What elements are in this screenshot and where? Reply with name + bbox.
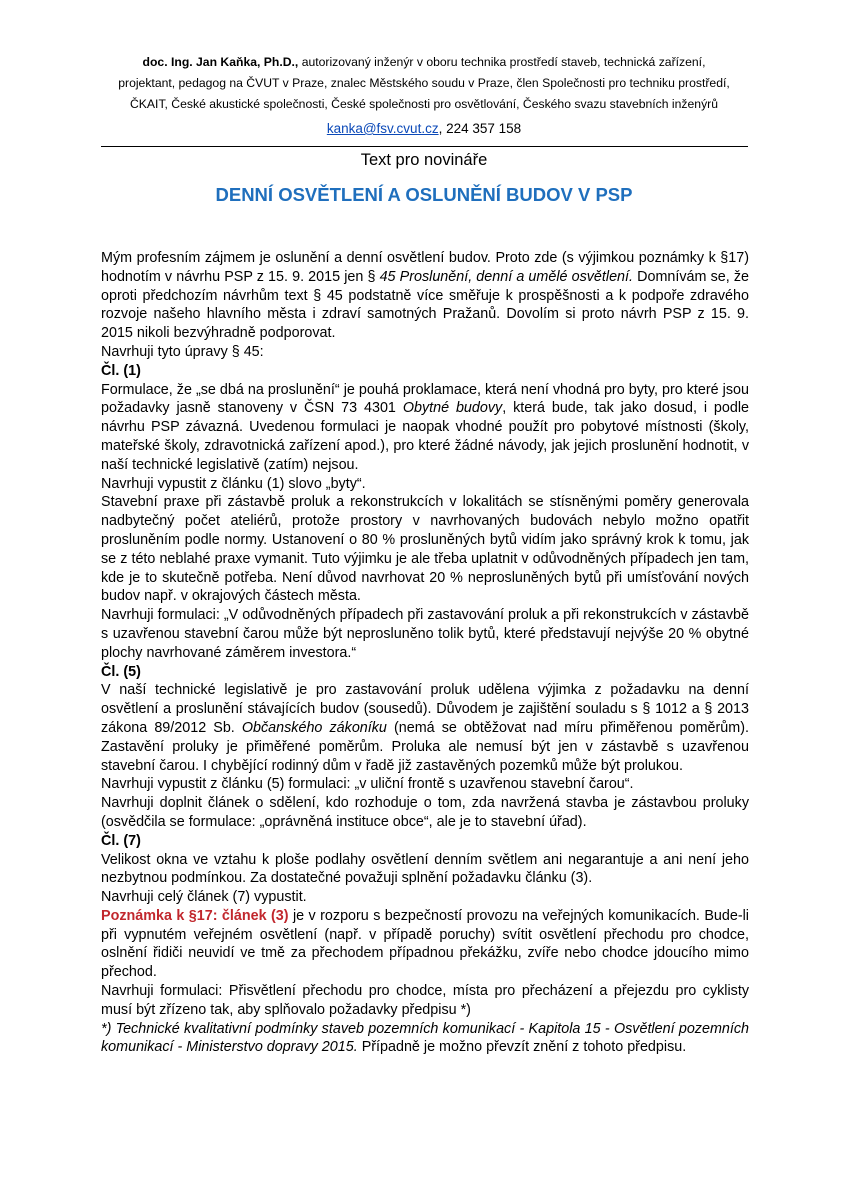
section-7-paragraph: Velikost okna ve vztahu k ploše podlahy osvětlení denním světlem ani negarantuje a ani není jeho nezbytnou podmínkou. Za dostatečné považuji splnění požadavku článku (3). [101,851,749,887]
section-5-addition: Navrhuji doplnit článek o sdělení, kdo rozhoduje o tom, zda navržená stavba je zástavbou proluky (osvědčila se formulace: „oprávněná instituce obce“, ale je to stavební úřad). [101,795,749,830]
letterhead-line-3: ČKAIT, České akustické společnosti, České společnosti pro osvětlování, Českého svazu stavebních inženýrů [130,97,718,111]
letterhead-line-2: projektant, pedagog na ČVUT v Praze, znalec Městského soudu v Praze, člen Společnosti pro techniku prostředí, [118,76,730,90]
email-link[interactable]: kanka@fsv.cvut.cz [326,121,439,136]
section-1-proposal: Navrhuji vypustit z článku (1) slovo „byty“. [101,475,366,492]
section-5-text: V naší technické legislativě je pro zastavování proluk udělena výjimka z požadavku na denní osvětlení a proslunění stávajících budov (sousedů). Důvodem je zajištění souladu s § 1012 a § 2013 zákona 89/2012 Sb. [101,682,749,736]
intro-text: Mým profesním zájmem je oslunění a denní osvětlení budov. Proto zde (s výjimkou poznámky k §17) hodnotím v návrhu PSP z 15. 9. 2015 jen § [101,250,749,285]
section-1-formulation: Navrhuji formulaci: „V odůvodněných případech při zastavování proluk a při rekonstrukcích v zástavbě s uzavřenou stavební čarou může být neprosluněno tolik bytů, které představují nejvýše 20 % obytné plochy navrhované záměrem investora.“ [101,607,749,661]
section-5-paragraph [101,681,749,775]
document-kicker: Text pro novináře [360,151,488,169]
footnote [101,1020,749,1058]
proposal-intro: Navrhuji tyto úpravy § 45: [101,343,264,360]
intro-text-cont: Domnívám se, že oproti předchozím návrhům text § 45 podstatně více směřuje k prospěšnosti a k podpoře zdravého rozvoje našeho hlavního města i zdraví samotných Pražanů. Dovolím si proto návrh PSP z 15. 9. 2015 nikoli bezvýhradně podporovat. [101,268,749,342]
author-name: doc. Ing. Jan Kaňka, Ph.D., [142,55,299,69]
document-title: DENNÍ OSVĚTLENÍ A OSLUNĚNÍ BUDOV V PSP [215,184,633,205]
section-5-text-cont: (nemá se obtěžovat nad míru přiměřenou poměrům). Zastavění proluky je přiměřené poměrům. Proluka ale nemusí být jen v zástavbě s uzavřenou stavební čarou. I chybějící rodinný dům v řadě již zastavěných pozemků může být prolukou. [101,719,749,774]
section-1-paragraph [101,381,749,475]
author-qualifications: autorizovaný inženýr v oboru technika prostředí staveb, technická zařízení, [298,55,706,69]
section-heading-5: Čl. (5) [101,663,141,680]
note-paragraph [101,907,749,982]
footnote-text: Případně je možno převzít znění z tohoto předpisu. [357,1039,687,1056]
footnote-citation: *) Technické kvalitativní podmínky staveb pozemních komunikací - Kapitola 15 - Osvětlení pozemních komunikací - Ministerstvo dopravy 2015. [101,1020,749,1056]
section-1-text-cont: , která bude, tak jako dosud, i podle návrhu PSP závazná. Uvedenou formulaci je naopak vhodné použít pro pobytové místnosti (školy, mateřské školy, zdravotnická zařízení apod.), pro které žádné návody, jak jejich proslunění hodnotit, v naší technické legislativě (zatím) nejsou. [101,400,750,473]
intro-paragraph [101,249,749,343]
section-1-text: Formulace, že „se dbá na proslunění“ je pouhá proklamace, která není vhodná pro byty, pro které jsou požadavky jasně stanoveny v ČSN 73 4301 [101,381,749,417]
note-label: Poznámka k §17: článek (3) [101,907,289,924]
civil-code-title: Občanského zákoníku [241,719,387,736]
document-body [101,249,749,1057]
note-text: je v rozporu s bezpečností provozu na veřejných komunikacích. Bude-li při vypnutém veřejném osvětlení (např. v případě poruchy) svítit osvětlení přechodu pro chodce, oslnění řidiči neuvidí ve tmě za přechodem případnou překážku, zvíře nebo chodce jdoucího mimo přechod. [101,907,749,981]
section-heading-1: Čl. (1) [101,362,141,379]
letterhead-line-1 [85,52,763,73]
note-formulation: Navrhuji formulaci: Přisvětlení přechodu pro chodce, místa pro přecházení a přejezdu pro cyklisty musí být zřízeno tak, aby splňovalo požadavky předpisu *) [101,983,749,1018]
section-heading-7: Čl. (7) [101,832,141,849]
section-1-practice: Stavební praxe při zástavbě proluk a rekonstrukcích v lokalitách se stísněnými poměry generovala nadbytečný počet ateliérů, protože prostory v navrhovaných budovách nebylo možno opatřit prosluněním podle normy. Ustanovení o 80 % prosluněných bytů vidím jako správný krok k tomu, jak se z této neblahé praxe vymanit. Tuto výjimku je ale třeba uplatnit v odůvodněných případech jen tam, kde je to skutečně potřeba. Není důvod navrhovat 20 % neprosluněných bytů při umísťování nových budov např. v okrajových částech města. [101,494,749,605]
letterhead [85,52,763,139]
contact-line [85,118,763,139]
section-7-proposal: Navrhuji celý článek (7) vypustit. [101,889,307,906]
section-5-proposal: Navrhuji vypustit z článku (5) formulaci: „v uliční frontě s uzavřenou stavební čarou“. [101,776,634,793]
standard-title: Obytné budovy [402,400,503,417]
phone-number: , 224 357 158 [438,121,522,136]
header-divider [101,146,748,147]
intro-section-name: 45 Proslunění, denní a umělé osvětlení. [379,268,634,285]
